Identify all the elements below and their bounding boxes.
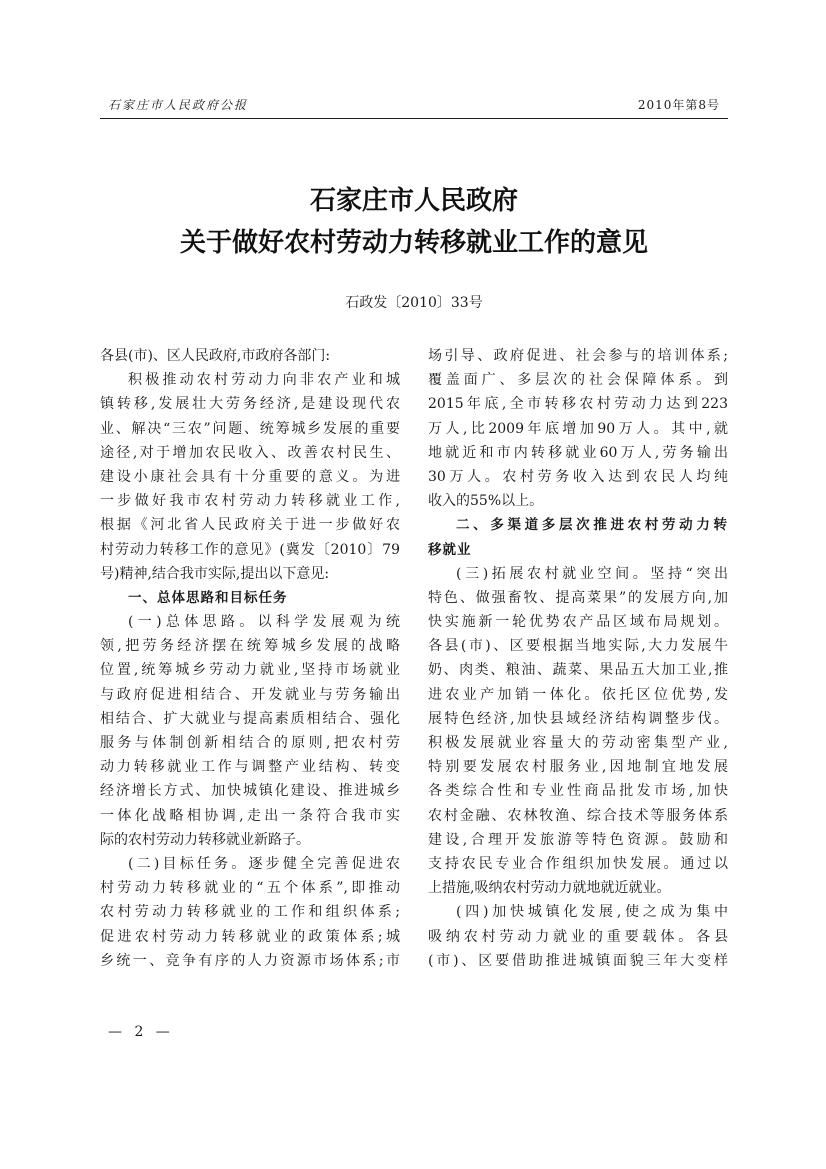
text-line: 支持农民专业合作组织加快发展。通过以 — [428, 855, 728, 872]
text-line: 村劳动力转移就业的“五个体系”,即推动 — [100, 880, 400, 897]
text-line: 各类综合性和专业性商品批发市场,加快 — [428, 783, 728, 800]
text-line: 快实施新一轮优势农产品区域布局规划。 — [428, 614, 728, 631]
text-line: 特别要发展农村服务业,因地制宜地发展 — [428, 759, 728, 776]
document-title-line-1: 石家庄市人民政府 — [309, 186, 518, 216]
text-line: 30万人。农村劳务收入达到农民人均纯 — [428, 468, 728, 485]
document-number: 石政发〔2010〕33号 — [345, 295, 483, 311]
text-line: 2015年底,全市转移农村劳动力达到223 — [428, 396, 728, 413]
text-line: 积极推动农村劳动力向非农产业和城 — [128, 372, 400, 389]
text-line: (三)拓展农村就业空间。坚持“突出 — [456, 565, 728, 582]
text-line: 服务与体制创新相结合的原则,把农村劳 — [100, 735, 400, 751]
text-line: 展特色经济,加快县域经济结构调整步伐。 — [428, 710, 728, 727]
text-line: 与政府促进相结合、开发就业与劳务输出 — [100, 686, 400, 703]
right-column — [428, 344, 728, 973]
text-line: 促进农村劳动力转移就业的政策体系;城 — [100, 928, 400, 945]
text-line: 农村金融、农林牧渔、综合技术等服务体系 — [428, 807, 728, 824]
section-heading-line: 一、总体思路和目标任务 — [128, 589, 288, 606]
text-line: 覆盖面广、多层次的社会保障体系。到 — [428, 372, 728, 389]
text-line: 镇转移,发展壮大劳务经济,是建设现代农 — [100, 396, 400, 413]
section-heading-line: 二、多渠道多层次推进农村劳动力转 — [456, 517, 728, 534]
text-line: 上措施,吸纳农村劳动力就地就近就业。 — [428, 880, 671, 897]
text-line: 积极发展就业容量大的劳动密集型产业, — [428, 735, 728, 751]
text-line: (一)总体思路。以科学发展观为统 — [128, 614, 400, 631]
text-line: 动力转移就业工作与调整产业结构、转变 — [100, 759, 400, 776]
text-line: 建设,合理开发旅游等特色资源。鼓励和 — [428, 831, 728, 848]
text-line: 经济增长方式、加快城镇化建设、推进城乡 — [100, 783, 400, 800]
text-line: 农村劳动力转移就业的工作和组织体系; — [100, 904, 400, 921]
text-line: 位置,统筹城乡劳动力就业,坚持市场就业 — [100, 662, 400, 679]
text-line: (市)、区要借助推进城镇面貌三年大变样 — [428, 952, 728, 969]
section-heading-line: 移就业 — [428, 541, 472, 558]
text-line: (四)加快城镇化发展,使之成为集中 — [456, 904, 728, 921]
text-line: 乡统一、竞争有序的人力资源市场体系;市 — [100, 952, 400, 969]
text-line: 际的农村劳动力转移就业新路子。 — [100, 831, 310, 848]
text-line: 号)精神,结合我市实际,提出以下意见: — [100, 565, 330, 582]
text-line: 特色、做强畜牧、提高菜果”的发展方向,加 — [428, 589, 728, 606]
text-line: 各县(市)、区人民政府,市政府各部门: — [100, 348, 331, 364]
text-line: 各县(市)、区要根据当地实际,大力发展牛 — [428, 638, 728, 655]
text-line: 吸纳农村劳动力就业的重要载体。各县 — [428, 928, 728, 945]
text-line: 村劳动力转移工作的意见》(冀发〔2010〕79 — [100, 541, 400, 558]
text-line: 一步做好我市农村劳动力转移就业工作, — [100, 493, 400, 510]
text-line: (二)目标任务。逐步健全完善促进农 — [128, 855, 400, 872]
journal-name: 石家庄市人民政府公报 — [108, 98, 249, 112]
text-line: 领,把劳务经济摆在统筹城乡发展的战略 — [100, 638, 400, 655]
text-line: 地就近和市内转移就业60万人,劳务输出 — [428, 444, 728, 461]
issue-number: 2010年第8号 — [637, 98, 720, 112]
text-line: 相结合、扩大就业与提高素质相结合、强化 — [100, 710, 400, 727]
text-line: 根据《河北省人民政府关于进一步做好农 — [100, 517, 400, 534]
document-title-line-2: 关于做好农村劳动力转移就业工作的意见 — [179, 228, 648, 258]
text-line: 收入的55%以上。 — [428, 493, 544, 510]
text-line: 途径,对于增加农民收入、改善农村民生、 — [100, 444, 400, 461]
text-line: 场引导、政府促进、社会参与的培训体系; — [428, 348, 728, 364]
text-line: 一体化战略相协调,走出一条符合我市实 — [100, 807, 400, 824]
running-header — [100, 94, 728, 119]
text-line: 业、解决“三农”问题、统筹城乡发展的重要 — [100, 420, 400, 437]
text-line: 万人,比2009年底增加90万人。其中,就 — [428, 420, 728, 437]
page-number: — 2 — — [108, 1024, 174, 1040]
text-line: 建设小康社会具有十分重要的意义。为进 — [100, 468, 400, 485]
text-line: 奶、肉类、粮油、蔬菜、果品五大加工业,推 — [428, 662, 728, 679]
text-line: 进农业产加销一体化。依托区位优势,发 — [428, 686, 728, 703]
left-column — [100, 344, 400, 973]
